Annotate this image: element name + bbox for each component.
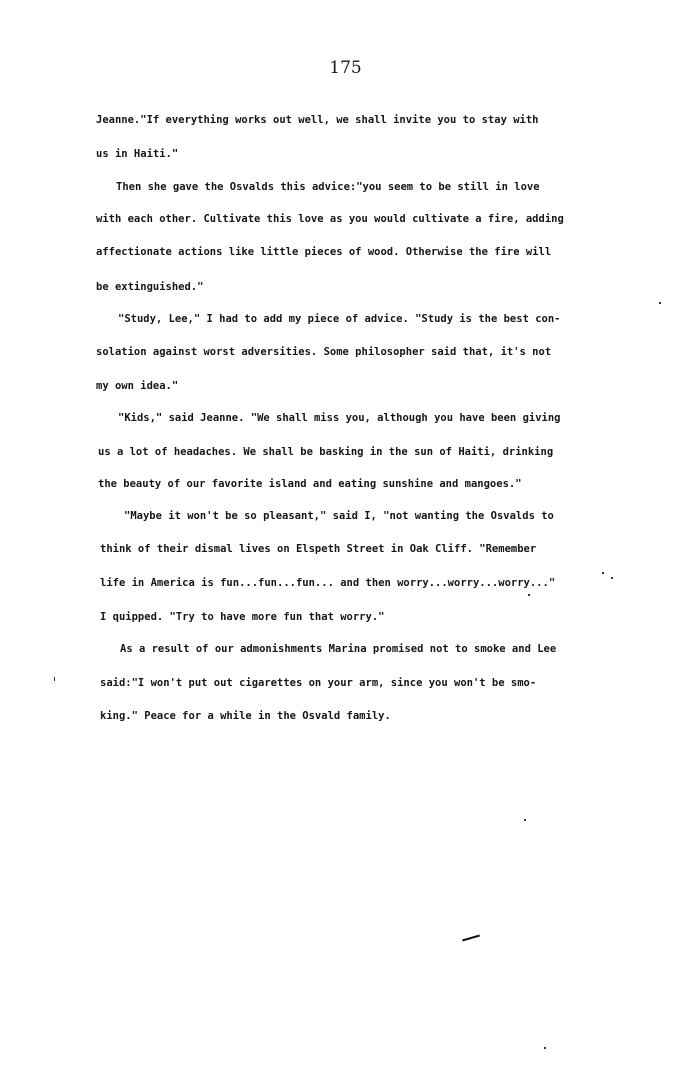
scan-speck xyxy=(528,594,530,596)
scan-speck xyxy=(659,302,661,304)
scan-speck xyxy=(544,1047,546,1049)
text-line: affectionate actions like little pieces of wood. Otherwise the fire will xyxy=(96,246,552,258)
text-line: think of their dismal lives on Elspeth Street in Oak Cliff. "Remember xyxy=(100,543,537,555)
text-line: solation against worst adversities. Some philosopher said that, it's not xyxy=(96,346,552,358)
text-line: Jeanne."If everything works out well, we shall invite you to stay with xyxy=(96,114,539,126)
scan-speck xyxy=(602,572,604,574)
text-line: "Kids," said Jeanne. "We shall miss you, although you have been giving xyxy=(118,412,561,424)
text-line: with each other. Cultivate this love as you would cultivate a fire, adding xyxy=(96,213,564,225)
pen-mark xyxy=(462,935,480,942)
scan-speck xyxy=(524,819,526,821)
text-line: "Maybe it won't be so pleasant," said I, "not wanting the Osvalds to xyxy=(124,510,554,522)
text-line: be extinguished." xyxy=(96,281,204,293)
scan-speck xyxy=(54,677,55,681)
text-line: the beauty of our favorite island and eating sunshine and mangoes." xyxy=(98,478,522,490)
text-line: "Study, Lee," I had to add my piece of advice. "Study is the best con- xyxy=(118,313,561,325)
text-line: us in Haiti." xyxy=(96,148,179,160)
text-line: life in America is fun...fun...fun... and then worry...worry...worry..." xyxy=(100,577,556,589)
scan-speck xyxy=(611,577,613,579)
text-line: said:"I won't put out cigarettes on your arm, since you won't be smo- xyxy=(100,677,537,689)
text-line: us a lot of headaches. We shall be basking in the sun of Haiti, drinking xyxy=(98,446,554,458)
text-line: I quipped. "Try to have more fun that worry." xyxy=(100,611,385,623)
text-line: Then she gave the Osvalds this advice:"you seem to be still in love xyxy=(116,181,540,193)
text-line: As a result of our admonishments Marina promised not to smoke and Lee xyxy=(120,643,557,655)
text-line: king." Peace for a while in the Osvald family. xyxy=(100,710,391,722)
page-number: 175 xyxy=(329,58,362,78)
text-line: my own idea." xyxy=(96,380,179,392)
